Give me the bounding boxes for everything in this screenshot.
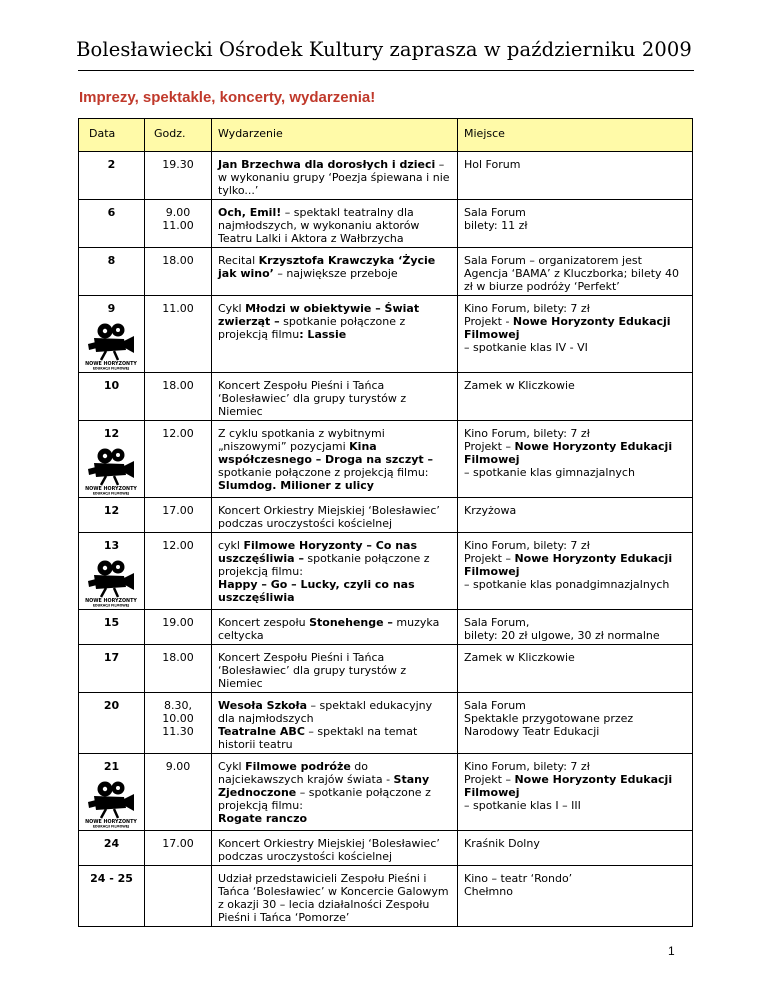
place-cell (458, 533, 693, 610)
text: Cykl (218, 760, 246, 773)
text: Sala Forum (464, 699, 526, 712)
event-cell (212, 248, 458, 296)
event-date: 12 (103, 427, 120, 440)
event-cell (212, 645, 458, 693)
date-cell (79, 831, 145, 866)
header-time: Godz. (145, 119, 212, 152)
text: Projekt – (464, 440, 515, 453)
text: – spektakl teatralny dla najmłodszych, w wykonaniu aktorów Teatru Lalki i Aktora z Wałbrzycha (218, 206, 420, 245)
event-cell (212, 866, 458, 927)
text: Koncert Orkiestry Miejskiej ‘Bolesławiec’ podczas uroczystości kościelnej (218, 504, 440, 530)
place-cell (458, 152, 693, 200)
bold-text: Teatralne ABC (218, 725, 305, 738)
event-date: 24 (103, 837, 120, 850)
logo-title: NOWE HORYZONTY (85, 599, 137, 604)
event-cell (212, 754, 458, 831)
section-heading: Imprezy, spektakle, koncerty, wydarzenia! (79, 89, 376, 106)
bold-text: Nowe Horyzonty Edukacji Filmowej (464, 773, 673, 799)
text: Projekt – (464, 773, 515, 786)
date-cell (79, 754, 145, 831)
time-cell (145, 152, 212, 200)
event-date: 12 (103, 504, 120, 517)
text: Projekt - (464, 315, 513, 328)
text: – spektakl edukacyjny dla najmłodszych (218, 699, 433, 725)
film-camera-logo-icon (84, 557, 138, 607)
table-row (79, 498, 693, 533)
table-row (79, 831, 693, 866)
event-time: 11.30 (162, 725, 194, 738)
table-row (79, 296, 693, 373)
event-cell (212, 498, 458, 533)
text: Spektakle przygotowane przez Narodowy Teatr Edukacji (464, 712, 634, 738)
text: – w wykonaniu grupy ‘Poezja śpiewana i nie tylko...’ (218, 158, 450, 197)
text: bilety: 11 zł (464, 219, 528, 232)
table-row (79, 610, 693, 645)
place-cell (458, 296, 693, 373)
text: Kino Forum, bilety: 7 zł (464, 427, 590, 440)
bold-text: Wesoła Szkoła (218, 699, 308, 712)
page-title: Bolesławiecki Ośrodek Kultury zaprasza w październiku 2009 (76, 38, 692, 61)
logo-subtitle: EDUKACJI FILMOWEJ (92, 824, 130, 828)
event-time: 17.00 (162, 837, 194, 850)
event-time: 9.00 (165, 760, 191, 773)
time-cell (145, 200, 212, 248)
bold-text: Filmowe Horyzonty – Co nas uszczęśliwia – (218, 539, 418, 565)
place-cell (458, 645, 693, 693)
date-cell (79, 866, 145, 927)
date-cell (79, 533, 145, 610)
place-cell (458, 866, 693, 927)
event-date: 15 (103, 616, 120, 629)
text: – spotkanie klas gimnazjalnych (464, 466, 635, 479)
event-time: 19.00 (162, 616, 194, 629)
event-date: 21 (103, 760, 120, 773)
event-date: 17 (103, 651, 120, 664)
header-date: Data (79, 119, 145, 152)
page-number: 1 (668, 944, 675, 958)
date-cell (79, 248, 145, 296)
event-time: 12.00 (162, 539, 194, 552)
table-row (79, 645, 693, 693)
bold-text: Stonehenge – (309, 616, 393, 629)
date-cell (79, 610, 145, 645)
bold-text: Nowe Horyzonty Edukacji Filmowej (464, 315, 671, 341)
bold-text: Slumdog. Milioner z ulicy (218, 479, 374, 492)
text: Udział przedstawicieli Zespołu Pieśni i Tańca ‘Bolesławiec’ w Koncercie Galowym z okazji 30 – lecia działalności Zespołu Pieśni i Tańca ‘Pomorze’ (218, 872, 449, 924)
text: – spektakl na temat historii teatru (218, 725, 418, 751)
place-cell (458, 754, 693, 831)
event-cell (212, 296, 458, 373)
bold-text: Kina współczesnego – Droga na szczyt – (218, 440, 433, 466)
text: Sala Forum – organizatorem jest Agencja ‘BAMA’ z Kluczborka; bilety 40 zł w biurze podróży ‘Perfekt’ (464, 254, 680, 293)
text: – spotkanie klas IV - VI (464, 341, 588, 354)
film-camera-logo-icon (84, 445, 138, 495)
text: do najciekawszych krajów świata - (218, 760, 394, 786)
text: Koncert Zespołu Pieśni i Tańca ‘Bolesławiec’ dla grupy turystów z Niemiec (218, 651, 407, 690)
table-row (79, 754, 693, 831)
date-cell (79, 498, 145, 533)
event-time: 19.30 (162, 158, 194, 171)
time-cell (145, 610, 212, 645)
logo-title: NOWE HORYZONTY (85, 487, 137, 492)
place-cell (458, 693, 693, 754)
time-cell (145, 693, 212, 754)
text: Kino – teatr ‘Rondo’ (464, 872, 573, 885)
text: cykl (218, 539, 244, 552)
bold-text: Jan Brzechwa dla dorosłych i dzieci (218, 158, 436, 171)
place-cell (458, 421, 693, 498)
table-row (79, 866, 693, 927)
time-cell (145, 754, 212, 831)
table-header-row (79, 119, 693, 152)
time-cell (145, 421, 212, 498)
time-cell (145, 533, 212, 610)
text: spotkanie połączone z projekcją filmu (218, 315, 406, 341)
place-cell (458, 831, 693, 866)
event-cell (212, 610, 458, 645)
event-date: 9 (107, 302, 116, 315)
event-date: 2 (107, 158, 116, 171)
header-place: Miejsce (458, 119, 693, 152)
text: Zamek w Kliczkowie (464, 651, 575, 664)
events-table-body (79, 119, 693, 927)
date-cell (79, 200, 145, 248)
event-cell (212, 152, 458, 200)
text: Koncert Zespołu Pieśni i Tańca ‘Bolesławiec’ dla grupy turystów z Niemiec (218, 379, 407, 418)
film-camera-logo-icon (84, 320, 138, 370)
logo-subtitle: EDUKACJI FILMOWEJ (92, 491, 130, 495)
event-time: 11.00 (162, 302, 194, 315)
time-cell (145, 831, 212, 866)
date-cell (79, 645, 145, 693)
text: Chełmno (464, 885, 513, 898)
event-cell (212, 200, 458, 248)
event-date: 20 (103, 699, 120, 712)
event-time: 11.00 (162, 219, 194, 232)
bold-text: Filmowe podróże (245, 760, 351, 773)
text: Krzyżowa (464, 504, 517, 517)
text: Sala Forum (464, 206, 526, 219)
event-time: 18.00 (162, 254, 194, 267)
event-cell (212, 533, 458, 610)
bold-text: Och, Emil! (218, 206, 282, 219)
text: – spotkanie klas I – III (464, 799, 581, 812)
event-date: 24 - 25 (90, 872, 133, 885)
text: Kino Forum, bilety: 7 zł (464, 302, 590, 315)
text: Cykl (218, 302, 246, 315)
event-time: 8.30, (164, 699, 192, 712)
header-event: Wydarzenie (212, 119, 458, 152)
text: Hol Forum (464, 158, 521, 171)
event-cell (212, 693, 458, 754)
events-table (78, 118, 693, 927)
text: Koncert Orkiestry Miejskiej ‘Bolesławiec’ podczas uroczystości kościelnej (218, 837, 440, 863)
logo-title: NOWE HORYZONTY (85, 820, 137, 825)
logo-subtitle: EDUKACJI FILMOWEJ (92, 366, 130, 370)
text: spotkanie połączone z projekcją filmu: (218, 466, 429, 479)
time-cell (145, 296, 212, 373)
date-cell (79, 421, 145, 498)
bold-text: Stany Zjednoczone (218, 773, 430, 799)
time-cell (145, 373, 212, 421)
event-date: 6 (107, 206, 116, 219)
film-camera-logo-icon (84, 778, 138, 828)
text: Koncert zespołu (218, 616, 310, 629)
date-cell (79, 373, 145, 421)
event-date: 10 (103, 379, 120, 392)
logo-title: NOWE HORYZONTY (85, 362, 137, 367)
table-row (79, 248, 693, 296)
event-date: 8 (107, 254, 116, 267)
time-cell (145, 866, 212, 927)
place-cell (458, 248, 693, 296)
date-cell (79, 152, 145, 200)
table-row (79, 200, 693, 248)
time-cell (145, 498, 212, 533)
place-cell (458, 610, 693, 645)
event-cell (212, 421, 458, 498)
text: – największe przeboje (273, 267, 398, 280)
text: – spotkanie klas ponadgimnazjalnych (464, 578, 670, 591)
event-time: 10.00 (162, 712, 194, 725)
table-row (79, 533, 693, 610)
table-row (79, 152, 693, 200)
place-cell (458, 200, 693, 248)
place-cell (458, 373, 693, 421)
text: Sala Forum, (464, 616, 530, 629)
text: Zamek w Kliczkowie (464, 379, 575, 392)
time-cell (145, 248, 212, 296)
bold-text: Nowe Horyzonty Edukacji Filmowej (464, 552, 673, 578)
bold-text: Nowe Horyzonty Edukacji Filmowej (464, 440, 673, 466)
bold-text: Krzysztofa Krawczyka ‘Życie jak wino’ (218, 254, 436, 280)
event-time: 12.00 (162, 427, 194, 440)
event-time: 18.00 (162, 379, 194, 392)
text: bilety: 20 zł ulgowe, 30 zł normalne (464, 629, 660, 642)
date-cell (79, 296, 145, 373)
text: Kino Forum, bilety: 7 zł (464, 760, 590, 773)
text: Kraśnik Dolny (464, 837, 540, 850)
table-row (79, 693, 693, 754)
date-cell (79, 693, 145, 754)
bold-text: Rogate ranczo (218, 812, 308, 825)
text: Kino Forum, bilety: 7 zł (464, 539, 590, 552)
bold-text: Młodzi w obiektywie – Świat zwierząt – (218, 302, 420, 328)
logo-subtitle: EDUKACJI FILMOWEJ (92, 603, 130, 607)
event-time: 9.00 (165, 206, 191, 219)
text: spotkanie połączone z projekcją filmu: (218, 552, 430, 578)
text: – spotkanie połączone z projekcją filmu: (218, 786, 431, 812)
text: Z cyklu spotkania z wybitnymi „niszowymi” pozycjami (218, 427, 385, 453)
event-cell (212, 373, 458, 421)
event-cell (212, 831, 458, 866)
bold-text: : Lassie (299, 328, 347, 341)
table-row (79, 421, 693, 498)
event-time: 18.00 (162, 651, 194, 664)
event-date: 13 (103, 539, 120, 552)
time-cell (145, 645, 212, 693)
title-divider (78, 70, 694, 71)
place-cell (458, 498, 693, 533)
text: Projekt – (464, 552, 515, 565)
bold-text: Happy – Go – Lucky, czyli co nas uszczęśliwia (218, 578, 415, 604)
text: muzyka celtycka (218, 616, 440, 642)
table-row (79, 373, 693, 421)
event-time: 17.00 (162, 504, 194, 517)
text: Recital (218, 254, 259, 267)
